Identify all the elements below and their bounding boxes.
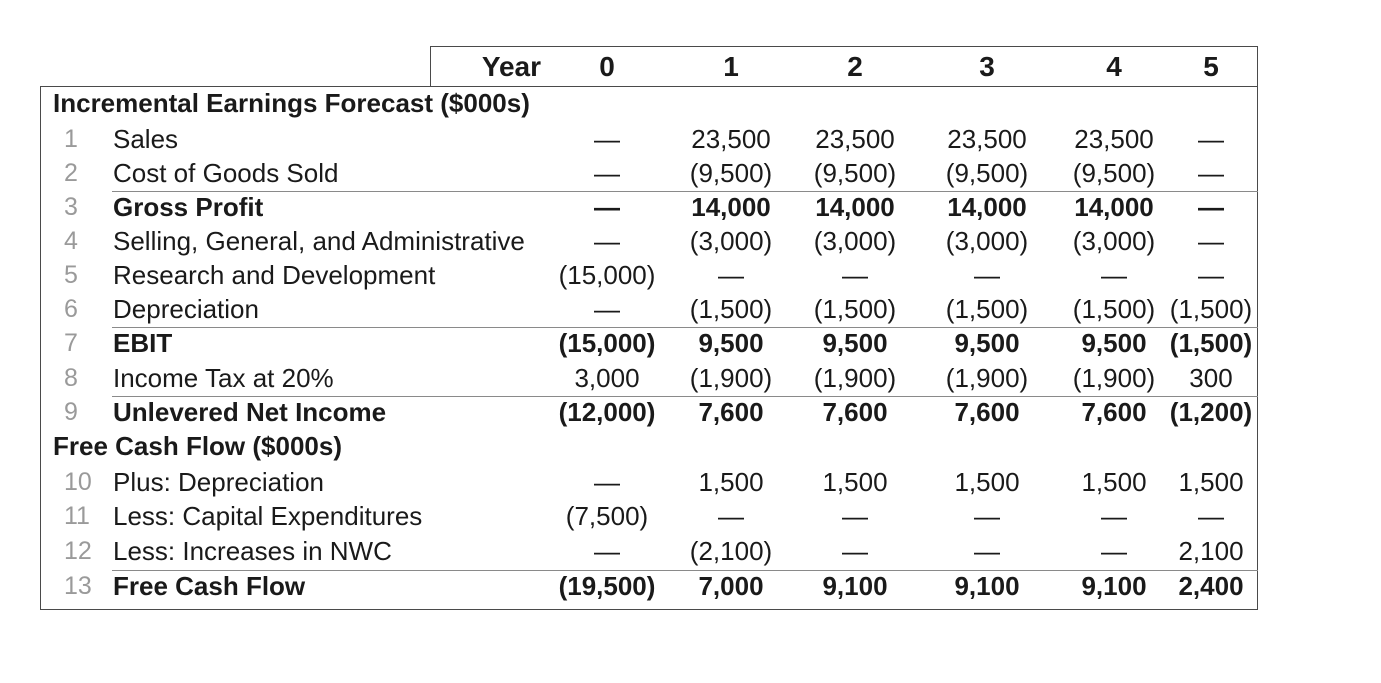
value-cell-year-5: —	[1198, 501, 1224, 531]
value-cell-year-1: 23,500	[691, 124, 771, 154]
value-cell-year-2: (1,900)	[813, 363, 897, 393]
value-cell-year-1: 7,000	[698, 571, 764, 601]
value-cell-year-1: (2,100)	[689, 536, 773, 566]
row-number: 4	[64, 227, 78, 255]
value-cell-year-3: 23,500	[947, 124, 1027, 154]
value-cell-year-0: —	[594, 158, 620, 188]
value-cell-year-0: —	[594, 467, 620, 497]
value-cell-year-2: (1,500)	[813, 294, 897, 324]
value-cell-year-0: 3,000	[574, 363, 640, 393]
row-label: EBIT	[113, 328, 173, 358]
value-cell-year-2: —	[842, 501, 868, 531]
row-number: 5	[64, 261, 78, 289]
value-cell-year-1: —	[718, 501, 744, 531]
value-cell-year-0: —	[594, 536, 620, 566]
row-label: Cost of Goods Sold	[113, 158, 339, 188]
value-cell-year-5: (1,200)	[1169, 397, 1253, 427]
table-row	[40, 190, 1258, 224]
value-cell-year-1: 9,500	[698, 328, 764, 358]
value-cell-year-4: 9,100	[1081, 571, 1147, 601]
value-cell-year-5: 1,500	[1178, 467, 1244, 497]
value-cell-year-2: 14,000	[815, 192, 895, 222]
value-cell-year-0: (7,500)	[565, 501, 649, 531]
value-cell-year-2: —	[842, 536, 868, 566]
value-cell-year-1: (3,000)	[689, 226, 773, 256]
row-number: 13	[64, 572, 92, 600]
row-number: 2	[64, 159, 78, 187]
value-cell-year-5: —	[1198, 124, 1224, 154]
value-cell-year-1: 7,600	[698, 397, 764, 427]
value-cell-year-2: 9,100	[822, 571, 888, 601]
value-cell-year-3: (1,900)	[945, 363, 1029, 393]
row-label: Sales	[113, 124, 179, 154]
value-cell-year-3: —	[974, 260, 1000, 290]
row-number: 9	[64, 398, 78, 426]
year-0-header: 0	[599, 51, 615, 82]
table-row	[40, 156, 1258, 190]
value-cell-year-4: —	[1101, 501, 1127, 531]
value-cell-year-1: —	[718, 260, 744, 290]
value-cell-year-4: (1,900)	[1072, 363, 1156, 393]
value-cell-year-3: 9,100	[954, 571, 1020, 601]
value-cell-year-4: (1,500)	[1072, 294, 1156, 324]
row-number: 3	[64, 193, 78, 221]
row-number: 6	[64, 295, 78, 323]
value-cell-year-4: (3,000)	[1072, 226, 1156, 256]
year-5-header: 5	[1203, 51, 1219, 82]
value-cell-year-5: —	[1198, 260, 1224, 290]
value-cell-year-1: 1,500	[698, 467, 764, 497]
table-row	[40, 292, 1258, 326]
value-cell-year-3: (9,500)	[945, 158, 1029, 188]
value-cell-year-1: (9,500)	[689, 158, 773, 188]
value-cell-year-1: (1,900)	[689, 363, 773, 393]
value-cell-year-0: —	[594, 192, 620, 222]
section-title: Incremental Earnings Forecast ($000s)	[53, 88, 530, 118]
value-cell-year-4: 14,000	[1074, 192, 1154, 222]
value-cell-year-0: —	[594, 294, 620, 324]
value-cell-year-3: (3,000)	[945, 226, 1029, 256]
value-cell-year-0: (15,000)	[558, 260, 656, 290]
row-number: 1	[64, 125, 78, 153]
table-row	[40, 361, 1258, 395]
row-label: Less: Capital Expenditures	[113, 501, 423, 531]
value-cell-year-5: (1,500)	[1169, 328, 1253, 358]
value-cell-year-5: 300	[1189, 363, 1233, 393]
row-label: Selling, General, and Administrative	[113, 226, 525, 256]
row-number: 11	[64, 502, 90, 530]
value-cell-year-0: (19,500)	[558, 571, 656, 601]
table-row	[40, 326, 1258, 360]
value-cell-year-2: 1,500	[822, 467, 888, 497]
row-label: Depreciation	[113, 294, 259, 324]
value-cell-year-3: 7,600	[954, 397, 1020, 427]
table-row	[40, 258, 1258, 292]
row-label: Less: Increases in NWC	[113, 536, 392, 566]
value-cell-year-3: 1,500	[954, 467, 1020, 497]
value-cell-year-0: —	[594, 226, 620, 256]
value-cell-year-5: —	[1198, 226, 1224, 256]
value-cell-year-4: —	[1101, 260, 1127, 290]
table-row	[40, 224, 1258, 258]
table-row	[40, 465, 1258, 499]
value-cell-year-2: 23,500	[815, 124, 895, 154]
row-label: Unlevered Net Income	[113, 397, 387, 427]
value-cell-year-5: 2,400	[1178, 571, 1244, 601]
value-cell-year-4: —	[1101, 536, 1127, 566]
value-cell-year-4: 9,500	[1081, 328, 1147, 358]
value-cell-year-1: 14,000	[691, 192, 771, 222]
value-cell-year-2: —	[842, 260, 868, 290]
row-number: 12	[64, 537, 92, 565]
value-cell-year-0: (12,000)	[558, 397, 656, 427]
value-cell-year-3: —	[974, 501, 1000, 531]
row-number: 10	[64, 468, 92, 496]
value-cell-year-3: 9,500	[954, 328, 1020, 358]
row-number: 7	[64, 329, 78, 357]
value-cell-year-3: (1,500)	[945, 294, 1029, 324]
value-cell-year-1: (1,500)	[689, 294, 773, 324]
value-cell-year-2: (9,500)	[813, 158, 897, 188]
year-4-header: 4	[1106, 51, 1122, 82]
year-2-header: 2	[847, 51, 863, 82]
row-label: Gross Profit	[113, 192, 264, 222]
row-label: Research and Development	[113, 260, 436, 290]
value-cell-year-4: (9,500)	[1072, 158, 1156, 188]
table-row	[40, 569, 1258, 603]
year-header-box	[430, 46, 1258, 87]
year-1-header: 1	[723, 51, 739, 82]
table-row	[40, 122, 1258, 156]
row-label: Plus: Depreciation	[113, 467, 324, 497]
row-label: Free Cash Flow	[113, 571, 306, 601]
value-cell-year-3: 14,000	[947, 192, 1027, 222]
year-header-label: Year	[481, 51, 541, 82]
value-cell-year-4: 7,600	[1081, 397, 1147, 427]
value-cell-year-2: 7,600	[822, 397, 888, 427]
value-cell-year-5: 2,100	[1178, 536, 1244, 566]
row-number: 8	[64, 364, 78, 392]
table-row	[40, 534, 1258, 568]
row-label: Income Tax at 20%	[113, 363, 334, 393]
section-title: Free Cash Flow ($000s)	[53, 431, 342, 461]
year-3-header: 3	[979, 51, 995, 82]
table-row	[40, 499, 1258, 533]
value-cell-year-2: 9,500	[822, 328, 888, 358]
value-cell-year-4: 1,500	[1081, 467, 1147, 497]
table-row	[40, 395, 1258, 429]
value-cell-year-4: 23,500	[1074, 124, 1154, 154]
value-cell-year-2: (3,000)	[813, 226, 897, 256]
value-cell-year-3: —	[974, 536, 1000, 566]
value-cell-year-5: —	[1198, 158, 1224, 188]
value-cell-year-5: —	[1198, 192, 1224, 222]
value-cell-year-0: (15,000)	[558, 328, 656, 358]
value-cell-year-5: (1,500)	[1169, 294, 1253, 324]
value-cell-year-0: —	[594, 124, 620, 154]
